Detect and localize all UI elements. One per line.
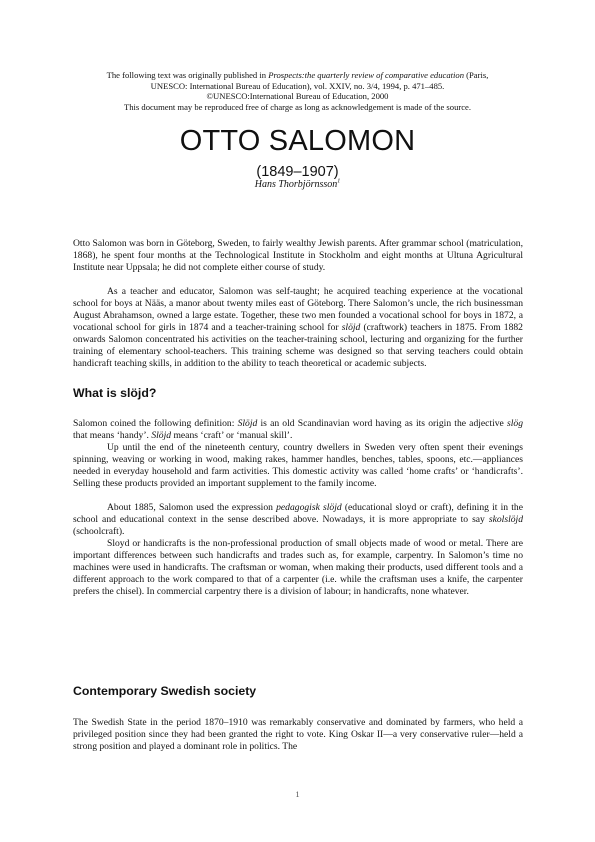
notice-line-1 — [60, 70, 535, 81]
text-run: About 1885, Salomon used the expression — [107, 502, 277, 513]
text-run: (craftwork) teachers in 1875. From 1882 onwards Salomon concentrated his activities on the teacher-training school, lecturing and organizing for the further training of elementary school-teachers. This training scheme was designed so that serving teachers could obtain handicraft teaching skills, in addition to the ability to teach theoretical or academic subjects. — [73, 322, 523, 369]
author-line — [60, 179, 535, 191]
paragraph-swedish-state: The Swedish State in the period 1870–1910 was remarkably conservative and dominated by farmers, who held a privileged position since they had been granted the right to vote. King Oskar II—a very conservative ruler—held a strong position and played a dominant role in politics. The — [73, 717, 523, 752]
paragraph-pedagogisk-slojd — [73, 502, 523, 538]
notice-line-2: UNESCO: International Bureau of Education), vol. XXIV, no. 3/4, 1994, p. 471–485. — [150, 80, 445, 91]
notice-text: (Paris, — [464, 70, 489, 80]
text-run: means ‘craft’ or ‘manual skill’. — [171, 430, 293, 441]
notice-line-3: ©UNESCO:International Bureau of Education, 2000 — [206, 91, 389, 102]
italic-term: slöjd — [341, 322, 361, 333]
text-run: is an old Scandinavian word having as its origin the adjective — [257, 418, 507, 429]
document-title: OTTO SALOMON — [179, 125, 416, 157]
paragraph-definition — [73, 418, 523, 442]
notice-text: The following text was originally published in — [106, 70, 269, 80]
text-run: As a teacher and educator, Salomon was self-taught; he acquired teaching experience at the vocational school for boys at Nääs, a manor about twenty miles east of Göteborg. There Salomon’s uncle, the rich businessman August Abrahamson, owned a large estate. Together, these two men founded a vocational school for boys in 1872, a vocational school for girls in 1874 and a teacher-training school for — [73, 286, 523, 333]
section-heading-what-is-slojd: What is slöjd? — [73, 386, 157, 400]
italic-term: Slöjd — [151, 430, 172, 441]
copyright-notice — [60, 70, 535, 112]
paragraph-handicrafts-vs-trades: Sloyd or handicrafts is the non-professional production of small objects made of wood or metal. There are important differences between such handicrafts and trades such as, for example, carpentry. In Salomon’s time no machines were used in handicrafts. The craftsman or woman, when making their products, used different tools and a different approach to the work compared to that of a carpenter (i.e. while the craftsman uses a knife, the carpenter prefers the chisel). In commercial carpentry there is a division of labour; in handicrafts, none whatever. — [73, 538, 523, 597]
paragraph-teacher-educator — [73, 286, 523, 370]
author-name: Hans Thorbjörnsson — [254, 179, 338, 190]
italic-term: slög — [507, 418, 523, 429]
italic-term: pedagogisk slöjd — [276, 502, 342, 513]
section-heading-contemporary-society: Contemporary Swedish society — [73, 684, 257, 698]
italic-term: Slöjd — [237, 418, 258, 429]
italic-term: skolslöjd — [488, 514, 523, 525]
journal-title: Prospects:the quarterly review of comparative education — [268, 70, 464, 80]
paragraph-country-dwellers: Up until the end of the nineteenth century, country dwellers in Sweden very often spent their evenings spinning, weaving or working in wood, making rakes, hammer handles, benches, tables, spoons, etc.—appliances needed in everyday household and farm activities. This domestic activity was called ‘home crafts’ or ‘handicrafts’. Selling these products provided an important supplement to the family income. — [73, 442, 523, 489]
text-run: Salomon coined the following definition: — [73, 418, 238, 429]
text-run: (educational sloyd or craft), defining it in the school and educational context in the sense described above. Nowadays, it is more appropriate to say — [73, 502, 523, 525]
life-dates: (1849–1907) — [256, 164, 339, 180]
text-run: that means ‘handy’. — [73, 430, 152, 441]
notice-line-4: This document may be reproduced free of charge as long as acknowledgement is made of the source. — [123, 101, 472, 112]
page-number: 1 — [295, 789, 300, 799]
paragraph-early-life: Otto Salomon was born in Göteborg, Sweden, to fairly wealthy Jewish parents. After grammar school (matriculation, 1868), he spent four months at the Technological Institute in Stockholm and eight months at Ultuna Agricultural Institute near Uppsala; he did not complete either course of study. — [73, 238, 523, 273]
text-run: (schoolcraft). — [73, 526, 125, 537]
author-footnote-marker: 1 — [337, 178, 341, 185]
